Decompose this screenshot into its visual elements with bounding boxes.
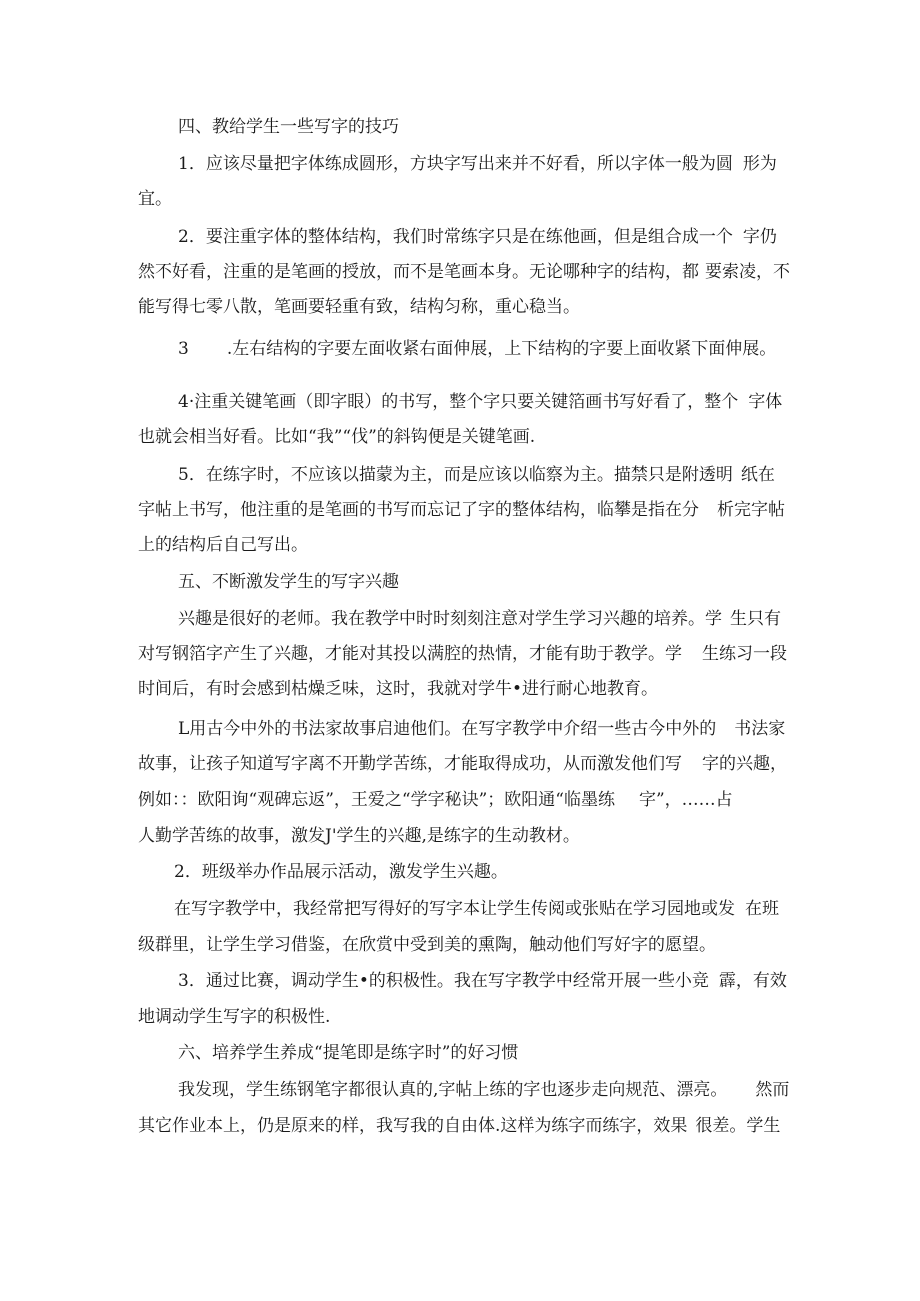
paragraph-10: 3．通过比赛，调动学生•的积极性。我在写字教学中经常开展一些小竞 霹，有效 bbox=[178, 971, 787, 991]
section-heading-4: 四、教给学生一些写字的技巧 bbox=[178, 117, 399, 137]
paragraph-3: 3 .左右结构的字要左面收紧右面伸展，上下结构的字要上面收紧下面伸展。 bbox=[178, 339, 777, 359]
paragraph-9: 在写字教学中，我经常把写得好的写字本让学生传阅或张贴在学习园地或发 在班 bbox=[174, 899, 779, 919]
paragraph-7-line2: 故事，让孩子知道写字离不开勤学苦练，才能取得成功，从而激发他们写 字的兴趣， bbox=[138, 754, 787, 774]
paragraph-9-cont: 级群里，让学生学习借鉴，在欣赏中受到美的熏陶，触动他们写好字的愿望。 bbox=[138, 935, 716, 955]
paragraph-7: L用古今中外的书法家故事启迪他们。在写字教学中介绍一些古今中外的 书法家 bbox=[178, 719, 786, 739]
paragraph-2-line3: 能写得七零八散，笔画要轻重有致，结构匀称，重心稳当。 bbox=[138, 297, 580, 317]
paragraph-4-cont: 也就会相当好看。比如“我”“伐”的斜钩便是关键笔画. bbox=[138, 427, 536, 447]
paragraph-8: 2．班级举办作品展示活动，激发学生兴趣。 bbox=[174, 862, 508, 882]
paragraph-10-cont: 地调动学生写字的积极性. bbox=[138, 1007, 331, 1027]
paragraph-2-line2: 然不好看，注重的是笔画的授放，而不是笔画本身。无论哪种字的结构，都 要索凌，不 bbox=[138, 262, 790, 282]
paragraph-7-line3: 例如：：欧阳询“观碑忘返”，王爱之“学字秘诀”；欧阳通“临墨练 字”，……占 bbox=[138, 790, 733, 810]
paragraph-4: 4·注重关键笔画（即字眼）的书写，整个字只要关键箔画书写好看了，整个 字体 bbox=[178, 392, 783, 412]
paragraph-5-line2: 字帖上书写，他注重的是笔画的书写而忘记了字的整体结构，临攀是指在分 析完字帖 bbox=[138, 500, 785, 520]
paragraph-6: 兴趣是很好的老师。我在教学中时时刻刻注意对学生学习兴趣的培养。学 生只有 bbox=[178, 609, 781, 629]
section-heading-6: 六、培养学生养成“提笔即是练字时”的好习惯 bbox=[178, 1043, 519, 1063]
paragraph-7-line4: 人勤学苦练的故事，激发J'学生的兴趣,是练字的生动教材。 bbox=[138, 826, 580, 846]
paragraph-6-line2: 对写钢箔字产生了兴趣，才能对其投以满腔的热情，才能有助于教学。学 生练习一段 bbox=[138, 644, 787, 664]
paragraph-11-line2: 其它作业本上，仍是原来的样，我写我的自由体.这样为练字而练字，效果 很差。学生 bbox=[138, 1116, 781, 1136]
paragraph-5-line3: 上的结构后自己写出。 bbox=[138, 535, 308, 555]
paragraph-2: 2．要注重字体的整体结构，我们时常练字只是在练他画，但是组合成一个 字仍 bbox=[178, 227, 777, 247]
paragraph-6-line3: 时间后，有时会感到枯燥乏味，这时，我就对学牛•进行耐心地教育。 bbox=[138, 679, 659, 699]
paragraph-11: 我发现，学生练钢笔字都很认真的,字帖上练的字也逐步走向规范、漂亮。 然而 bbox=[178, 1080, 790, 1100]
section-heading-5: 五、不断激发学生的写字兴趣 bbox=[178, 572, 399, 592]
paragraph-1-cont: 宜。 bbox=[138, 189, 172, 209]
paragraph-1: 1．应该尽量把字体练成圆形，方块字写出来并不好看，所以字体一般为圆 形为 bbox=[178, 154, 777, 174]
paragraph-5: 5．在练字时，不应该以描蒙为主，而是应该以临察为主。描禁只是附透明 纸在 bbox=[178, 465, 775, 485]
